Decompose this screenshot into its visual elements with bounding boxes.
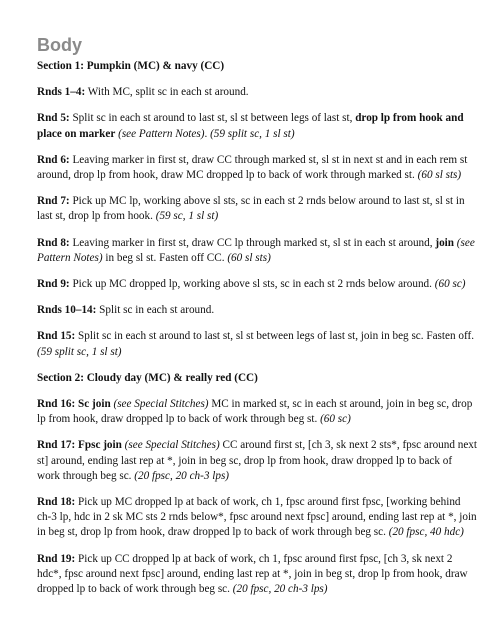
round-label: Rnds 1–4: — [37, 86, 86, 99]
round-label: Rnd 17: Fpsc join — [37, 439, 122, 452]
round-label: Rnd 9: — [37, 278, 70, 291]
cross-reference: (see Special Stitches) — [124, 439, 220, 452]
round-instruction — [37, 277, 477, 292]
stitch-count: (59 split sc, 1 sl st) — [210, 127, 295, 140]
instruction-emphasis: drop lp from hook and place on marker — [37, 112, 464, 140]
cross-reference: (see Pattern Notes) — [37, 236, 475, 264]
round-instruction — [37, 329, 477, 359]
instruction-text: Split sc in each st around to last st, sl st between legs of last st, — [69, 112, 356, 125]
instruction-text: Leaving marker in first st, draw CC lp through marked st, sl st in each st around, — [69, 236, 436, 249]
round-label: Rnd 15: — [37, 330, 76, 343]
instruction-text: . — [204, 127, 211, 140]
round-instruction — [37, 194, 477, 224]
stitch-count: (59 split sc, 1 sl st) — [37, 345, 122, 358]
instruction-text: With MC, split sc in each st around. — [85, 86, 249, 99]
round-label: Rnd 16: Sc join — [37, 398, 111, 411]
round-instruction — [37, 438, 477, 484]
instruction-text: Split sc in each st around. — [96, 304, 215, 317]
round-instruction — [37, 303, 477, 318]
round-instruction — [37, 153, 477, 183]
round-instruction — [37, 495, 477, 541]
round-label: Rnd 5: — [37, 112, 70, 125]
round-instruction — [37, 397, 477, 427]
section-heading: Section 2: Cloudy day (MC) & really red (CC) — [37, 371, 258, 384]
instruction-text: MC in marked st, sc in each st around, join in beg sc, drop lp from hook, draw dropped lp to back of work through beg st. — [37, 398, 473, 426]
section-heading: Section 1: Pumpkin (MC) & navy (CC) — [37, 60, 225, 72]
stitch-count: (60 sc) — [434, 278, 466, 291]
round-label: Rnd 6: — [37, 153, 70, 166]
instruction-emphasis: join — [435, 236, 454, 249]
round-label: Rnd 8: — [37, 236, 70, 249]
stitch-count: (20 fpsc, 20 ch-3 lps) — [232, 583, 328, 596]
stitch-count: (60 sl sts) — [417, 169, 462, 182]
page-title: Body — [37, 35, 82, 55]
round-label: Rnd 19: — [37, 552, 76, 565]
instruction-text: Pick up MC lp, working above sl sts, sc in each st 2 rnds below around to last st, sl st in last st, drop lp from hook. — [37, 195, 465, 223]
round-instruction — [37, 552, 477, 598]
instruction-text: in beg sl st. Fasten off CC. — [102, 251, 228, 264]
instruction-text: CC around first st, [ch 3, sk next 2 sts*, fpsc around next st] around, ending last rep at *, join in beg sc, drop lp from hook, draw dropped lp to back of work through beg sc. — [37, 439, 477, 482]
cross-reference: (see Pattern Notes) — [118, 127, 205, 140]
round-instruction — [37, 85, 477, 100]
round-label: Rnd 18: — [37, 496, 76, 509]
round-label: Rnd 7: — [37, 195, 70, 208]
stitch-count: (60 sc) — [320, 413, 351, 426]
stitch-count: (59 sc, 1 sl st) — [155, 210, 219, 223]
stitch-count: (60 sl sts) — [227, 251, 271, 264]
instruction-text: Pick up MC dropped lp at back of work, ch 1, fpsc around first fpsc, [working behind ch-3 lp, hdc in 2 sk MC sts 2 rnds below*, fpsc around next fpsc] around, ending last rep at *, join in beg st, drop lp from hook, draw dropped lp to back of work through beg sc. — [37, 496, 477, 539]
stitch-count: (20 fpsc, 20 ch-3 lps) — [134, 469, 230, 482]
stitch-count: (20 fpsc, 40 hdc) — [388, 526, 464, 539]
round-instruction — [37, 236, 477, 266]
instruction-text: Pick up CC dropped lp at back of work, ch 1, fpsc around first fpsc, [ch 3, sk next 2 hdc*, fpsc around next fpsc] around, ending last rep at *, join in beg st, drop lp from hook, draw dropped lp to back of work through beg sc. — [37, 552, 468, 596]
instruction-text: Pick up MC dropped lp, working above sl sts, sc in each st 2 rnds below around. — [69, 278, 435, 291]
instruction-text: Split sc in each st around to last st, sl st between legs of last st, join in beg sc. Fasten off. — [75, 330, 474, 343]
cross-reference: (see Special Stitches) — [113, 398, 209, 411]
round-instruction — [37, 111, 477, 141]
instruction-text: Leaving marker in first st, draw CC through marked st, sl st in next st and in each rem st around, drop lp from hook, draw MC dropped lp to back of work through marked st. — [37, 153, 468, 182]
pattern-page — [37, 34, 477, 608]
round-label: Rnds 10–14: — [37, 304, 97, 317]
